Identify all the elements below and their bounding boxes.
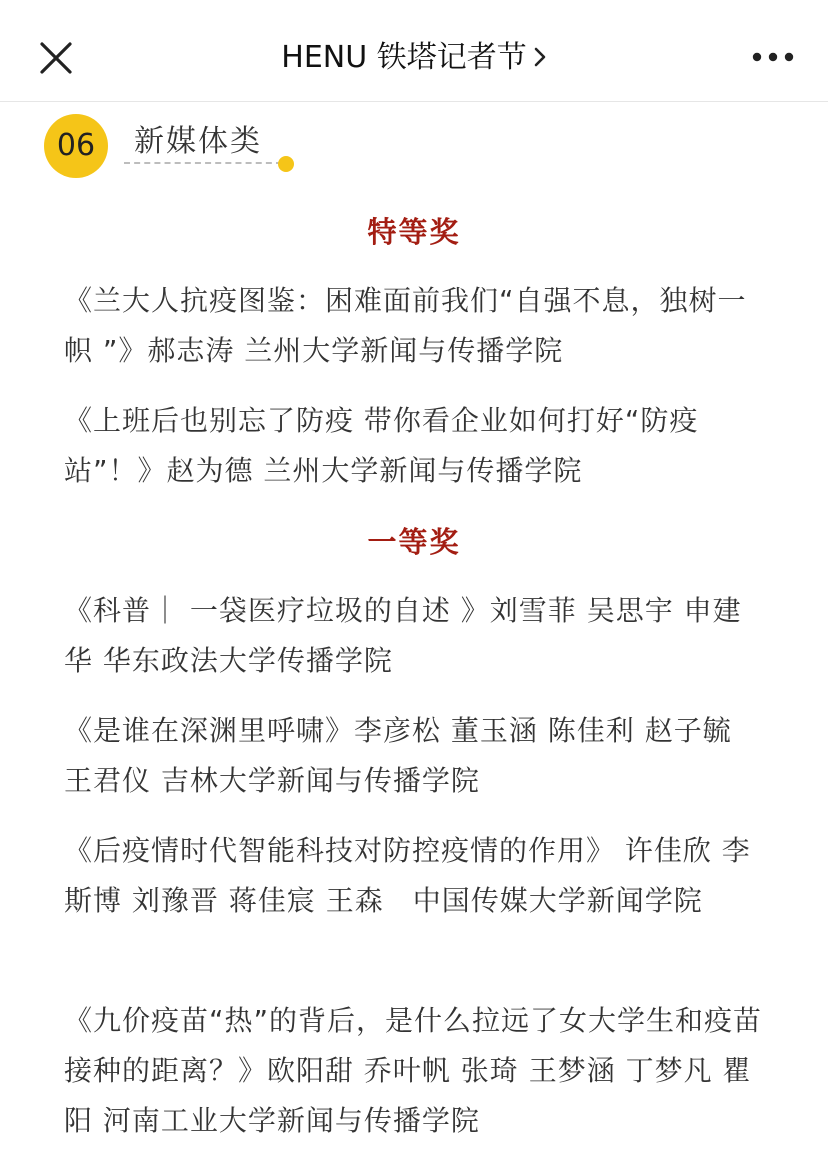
- award-heading-first: 一等奖: [367, 525, 461, 559]
- section-title: 新媒体类: [134, 124, 262, 159]
- section-underline: [124, 162, 282, 164]
- award-entry: 《是谁在深渊里呼啸》李彦松 董玉涵 陈佳利 赵子毓 王君仪 吉林大学新闻与传播学院: [64, 714, 732, 797]
- award-entry: 《九价疫苗“热”的背后，是什么拉远了女大学生和疫苗接种的距离？》欧阳甜 乔叶帆 张琦 王梦涵 丁梦凡 瞿阳 河南工业大学新闻与传播学院: [64, 1004, 763, 1137]
- award-entry: 《上班后也别忘了防疫 带你看企业如何打好“防疫站”！》赵为德 兰州大学新闻与传播学院: [64, 404, 699, 487]
- underline-dot: [278, 156, 294, 172]
- more-dots-icon[interactable]: [750, 42, 796, 72]
- page-title-link[interactable]: [0, 34, 828, 83]
- award-entry: 《后疫情时代智能科技对防控疫情的作用》 许佳欣 李斯博 刘豫晋 蒋佳宸 王森 中国传媒大学新闻学院: [64, 834, 751, 917]
- page-title: HENU 铁塔记者节: [281, 40, 527, 75]
- section-header: [44, 114, 344, 184]
- award-entry: 《兰大人抗疫图鉴：困难面前我们“自强不息，独树一帜 ”》郝志涛 兰州大学新闻与传播学院: [64, 284, 747, 367]
- section-number-badge: 06: [44, 114, 108, 178]
- chevron-right-icon: [533, 35, 547, 83]
- award-entry: 《科普｜ 一袋医疗垃圾的自述 》刘雪菲 吴思宇 申建华 华东政法大学传播学院: [64, 594, 742, 677]
- top-bar: [0, 0, 828, 102]
- award-heading-special: 特等奖: [367, 215, 461, 249]
